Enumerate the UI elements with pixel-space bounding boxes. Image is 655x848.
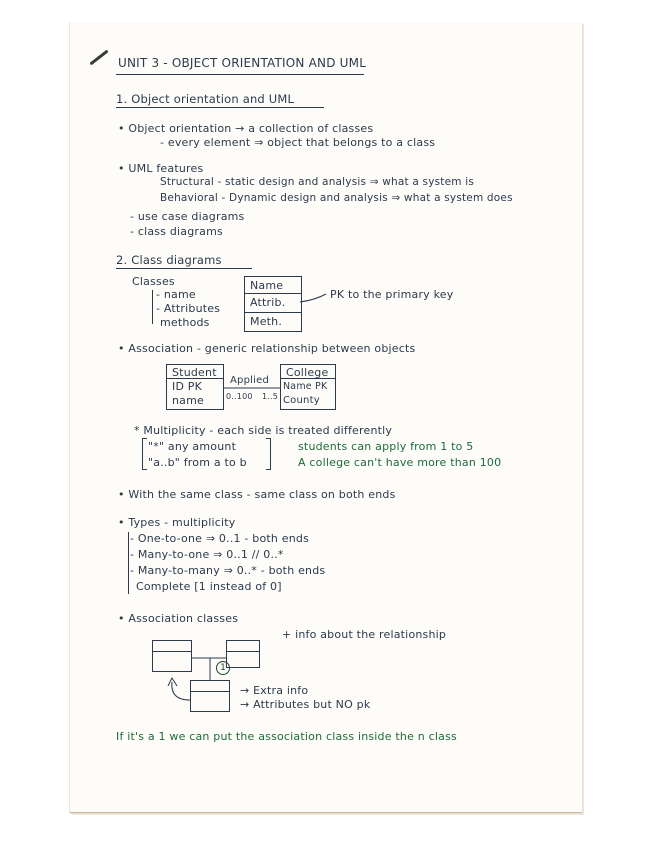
class-box-meth: Meth. bbox=[250, 315, 283, 328]
use-case-line: - use case diagrams bbox=[130, 210, 245, 223]
mult-left: 0..100 bbox=[226, 392, 253, 401]
student-id: ID PK bbox=[172, 380, 203, 393]
assoc-class-left bbox=[152, 640, 192, 672]
oo-line: • Object orientation → a collection of classes bbox=[118, 122, 374, 135]
assoc-classes-line: • Association classes bbox=[118, 612, 239, 625]
class-box-attrib: Attrib. bbox=[250, 296, 286, 309]
uml-features: • UML features bbox=[118, 162, 204, 175]
behavioral-line: Behavioral - Dynamic design and analysis ⇒ what a system does bbox=[160, 192, 513, 204]
page-title: UNIT 3 - OBJECT ORIENTATION AND UML bbox=[118, 56, 367, 70]
mult-bracket-left bbox=[142, 438, 147, 470]
class-diagrams-line: - class diagrams bbox=[130, 225, 223, 238]
structural-line: Structural - static design and analysis ⇒ what a system is bbox=[160, 176, 475, 188]
class-box-name: Name bbox=[250, 279, 284, 292]
college-title: College bbox=[286, 366, 329, 379]
class-item-methods: methods bbox=[160, 316, 210, 329]
section2-heading: 2. Class diagrams bbox=[116, 253, 222, 267]
type-one-to-one: - One-to-one ⇒ 0..1 - both ends bbox=[130, 532, 310, 545]
final-note: If it's a 1 we can put the association class inside the n class bbox=[116, 730, 457, 743]
type-many-to-many: - Many-to-many ⇒ 0..* - both ends bbox=[130, 564, 326, 577]
student-name: name bbox=[172, 394, 204, 407]
association-class-box bbox=[190, 680, 230, 712]
applied-label: Applied bbox=[230, 375, 269, 386]
college-name-pk: Name PK bbox=[283, 381, 328, 392]
pk-note: PK to the primary key bbox=[330, 288, 454, 301]
type-complete: Complete [1 instead of 0] bbox=[136, 580, 282, 593]
mult-bracket-right bbox=[266, 438, 271, 470]
mult-right: 1..5 bbox=[262, 392, 279, 401]
mult-range: "a..b" from a to b bbox=[148, 456, 247, 469]
multiplicity-one-circle: 1 bbox=[216, 661, 230, 675]
assoc-class-right-divider bbox=[226, 651, 259, 652]
students-note: students can apply from 1 to 5 bbox=[298, 440, 474, 453]
oo-sub: - every element ⇒ object that belongs to a class bbox=[160, 136, 436, 149]
class-item-name: - name bbox=[156, 288, 196, 301]
info-note: + info about the relationship bbox=[282, 628, 447, 641]
association-line: • Association - generic relationship between objects bbox=[118, 342, 416, 355]
college-county: County bbox=[283, 395, 320, 406]
multiplicity-line: * Multiplicity - each side is treated differently bbox=[134, 424, 393, 437]
type-many-to-one: - Many-to-one ⇒ 0..1 // 0..* bbox=[130, 548, 284, 561]
college-note: A college can't have more than 100 bbox=[298, 456, 502, 469]
mult-any: "*" any amount bbox=[148, 440, 237, 453]
class-item-attributes: - Attributes bbox=[156, 302, 221, 315]
types-brace bbox=[128, 532, 129, 594]
types-line: • Types - multiplicity bbox=[118, 516, 236, 529]
section1-heading: 1. Object orientation and UML bbox=[116, 92, 295, 106]
extra-info: → Extra info bbox=[240, 684, 309, 697]
student-title: Student bbox=[172, 366, 217, 379]
assoc-class-left-divider bbox=[152, 651, 191, 652]
same-class-line: • With the same class - same class on both ends bbox=[118, 488, 396, 501]
attributes-no-pk: → Attributes but NO pk bbox=[240, 698, 371, 711]
classes-label: Classes bbox=[132, 275, 175, 288]
assoc-class-right bbox=[226, 640, 260, 668]
association-class-divider bbox=[190, 691, 229, 692]
